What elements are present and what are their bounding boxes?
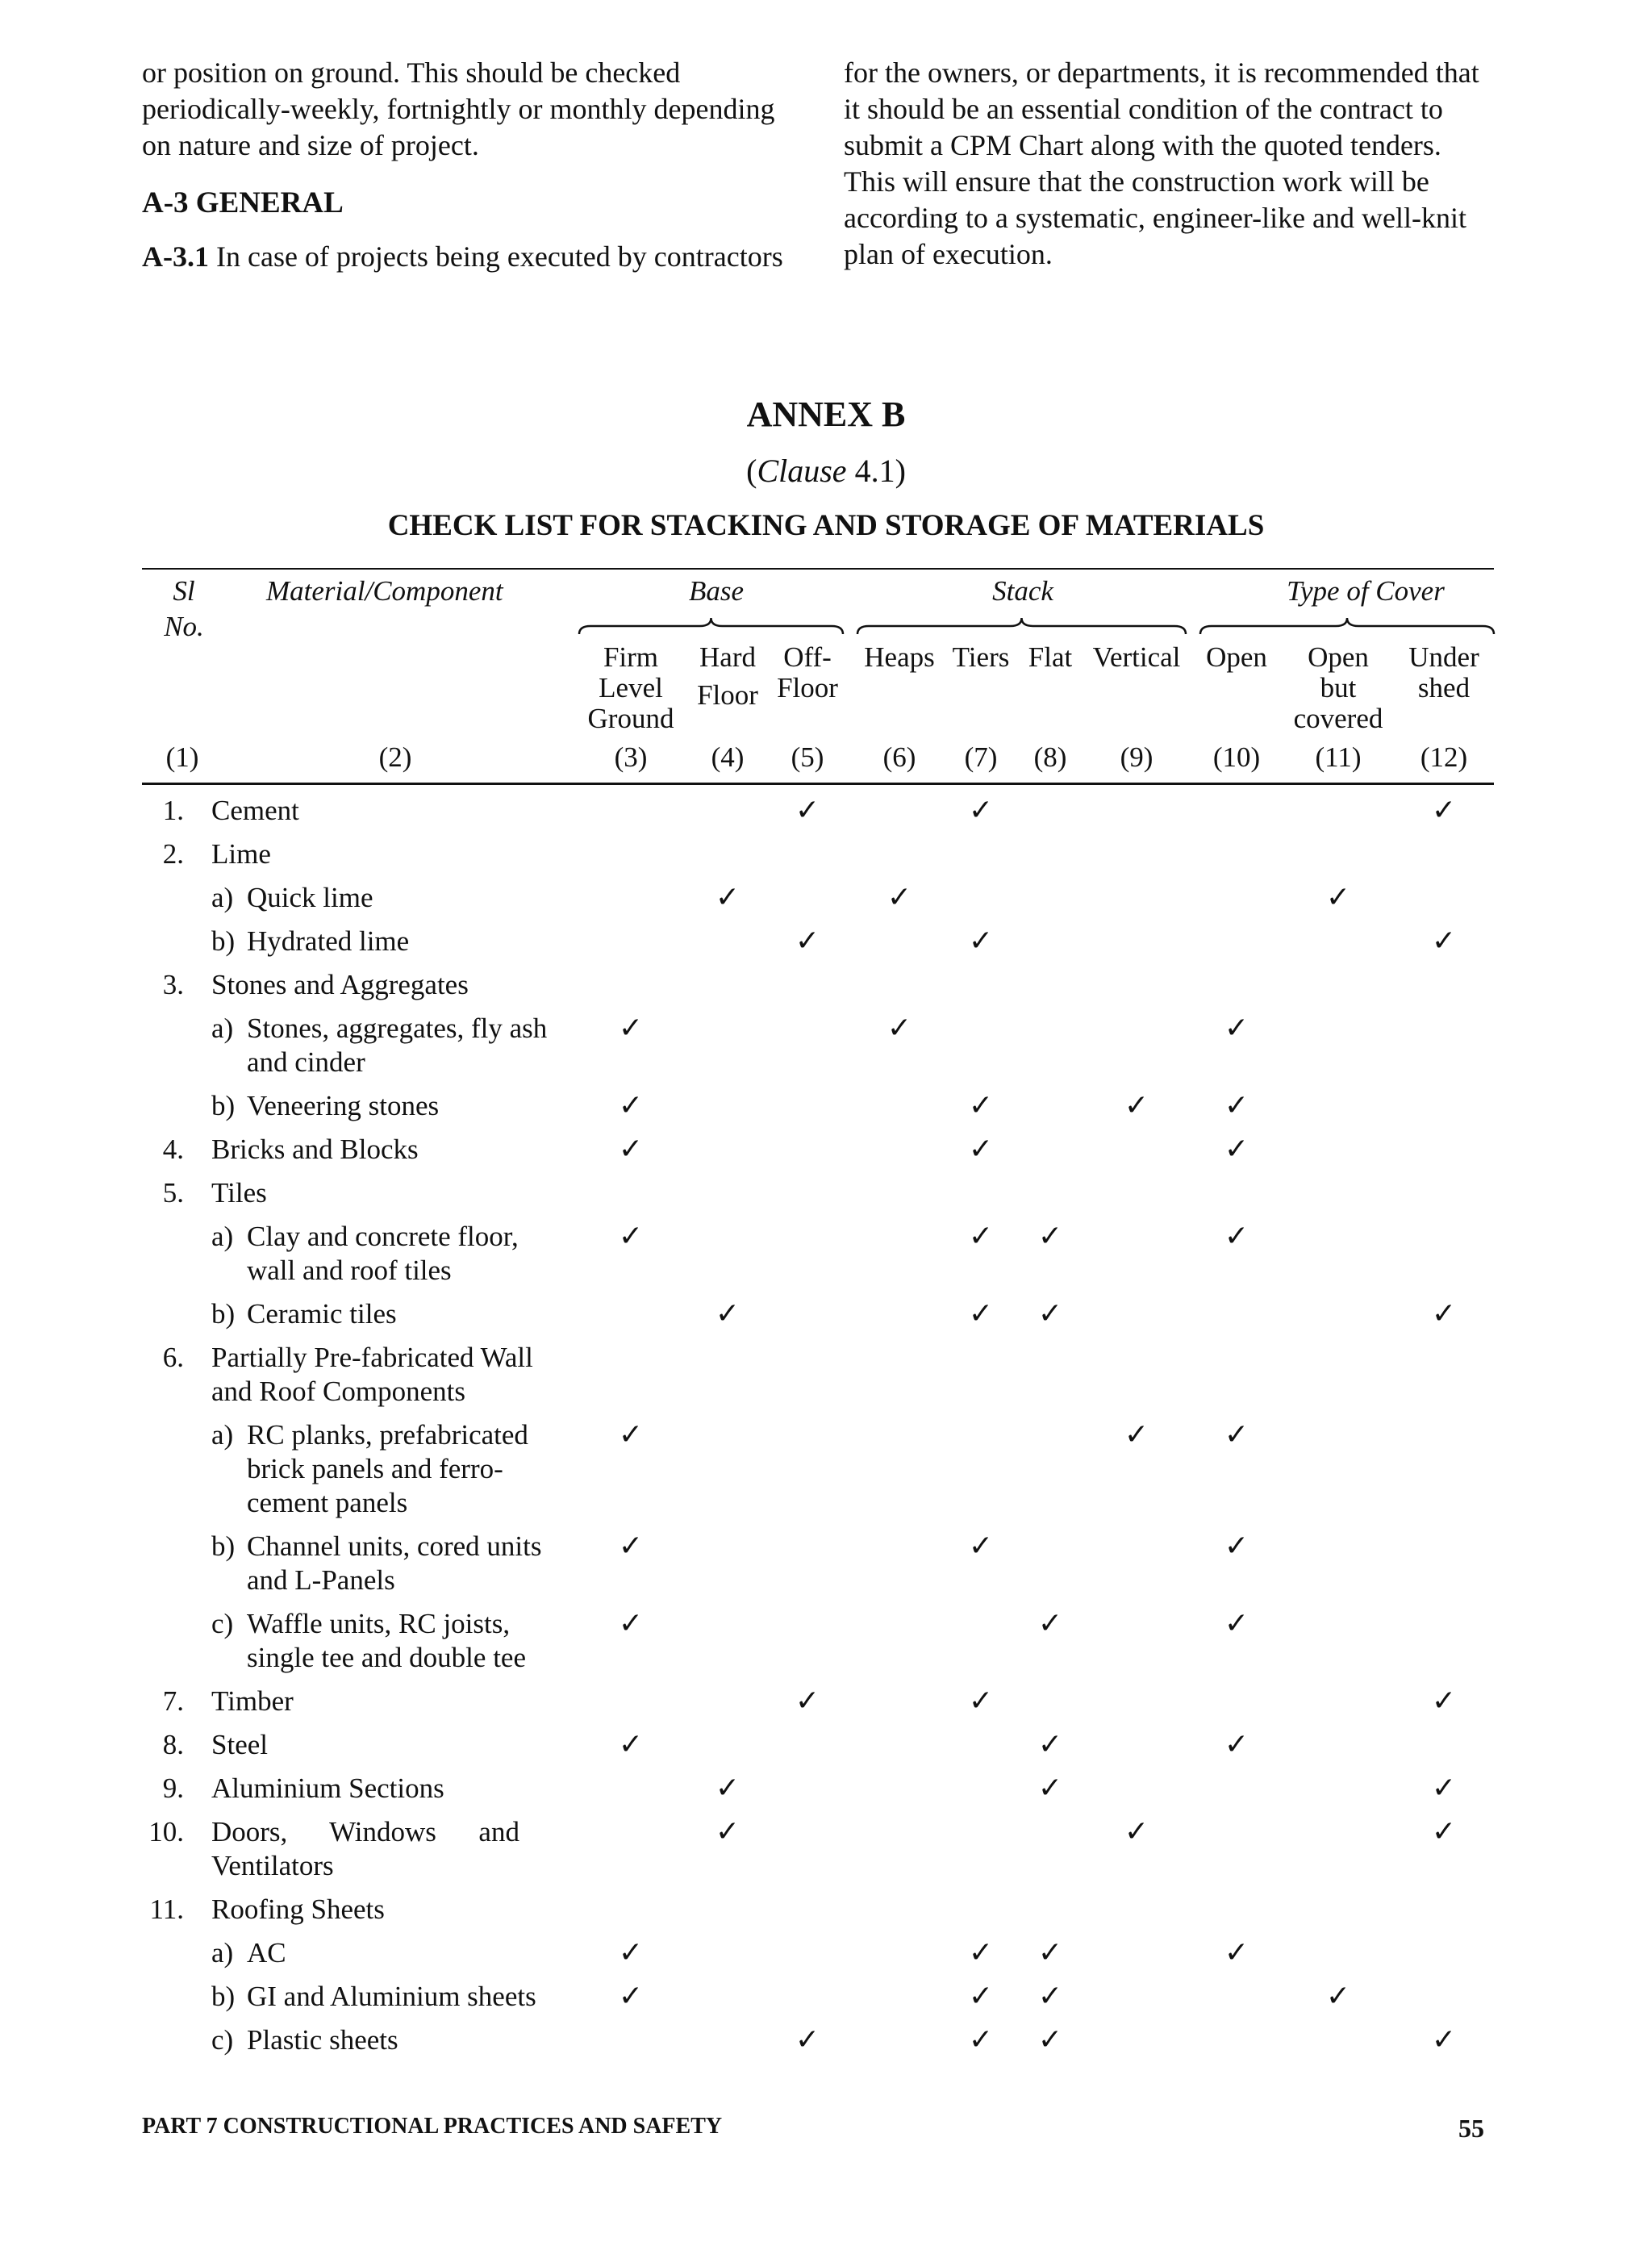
row-number: 5. xyxy=(162,1177,184,1209)
check-mark-icon: ✓ xyxy=(968,1936,994,1968)
column-number: (5) xyxy=(791,741,824,773)
subheader-text: Open xyxy=(1308,641,1369,673)
check-mark-icon: ✓ xyxy=(968,1530,994,1562)
right-line: submit a CPM Chart along with the quoted tenders. xyxy=(844,129,1441,161)
check-mark-icon: ✓ xyxy=(1037,1607,1063,1639)
subheader-text: Flat xyxy=(1028,641,1073,673)
check-mark-icon: ✓ xyxy=(1224,1728,1249,1760)
row-sub-label: c) xyxy=(211,2024,234,2056)
left-line: periodically-weekly, fortnightly or monthly depending xyxy=(142,93,775,125)
row-material-text: Doors, Windows and xyxy=(211,1816,519,1847)
row-material-text: brick panels and ferro- xyxy=(247,1453,503,1484)
annex-title: ANNEX B xyxy=(746,395,906,434)
row-material-text: Timber xyxy=(211,1685,294,1717)
right-line: according to a systematic, engineer-like and well-knit xyxy=(844,202,1466,234)
check-mark-icon: ✓ xyxy=(968,1297,994,1330)
row-sub-label: a) xyxy=(211,882,234,913)
check-mark-icon: ✓ xyxy=(968,1089,994,1121)
column-number: (2) xyxy=(378,741,412,773)
subheader-text: Firm xyxy=(603,641,659,673)
column-number: (11) xyxy=(1315,741,1362,773)
row-sub-label: b) xyxy=(211,925,236,957)
check-mark-icon: ✓ xyxy=(715,1815,740,1847)
check-mark-icon: ✓ xyxy=(1037,1980,1063,2012)
row-material-text: wall and roof tiles xyxy=(247,1255,452,1286)
check-mark-icon: ✓ xyxy=(968,925,994,957)
check-mark-icon: ✓ xyxy=(1224,1012,1249,1044)
check-mark-icon: ✓ xyxy=(1124,1089,1149,1121)
check-mark-icon: ✓ xyxy=(1224,1089,1249,1121)
clause-text: In case of projects being executed by contractors xyxy=(209,240,783,273)
subheader-text: Off- xyxy=(783,641,832,673)
check-mark-icon: ✓ xyxy=(618,1012,644,1044)
check-mark-icon: ✓ xyxy=(618,1607,644,1639)
check-mark-icon: ✓ xyxy=(1037,1297,1063,1330)
row-material-text: Hydrated lime xyxy=(247,925,410,957)
subheader-text: Heaps xyxy=(864,641,935,673)
check-mark-icon: ✓ xyxy=(1431,1297,1457,1330)
row-number: 9. xyxy=(162,1772,184,1804)
row-sub-label: b) xyxy=(211,1530,236,1562)
check-mark-icon: ✓ xyxy=(968,1980,994,2012)
row-material-text: cement panels xyxy=(247,1487,408,1518)
row-material-text: and cinder xyxy=(247,1046,365,1078)
row-material-text: Aluminium Sections xyxy=(211,1772,444,1804)
header-no: No. xyxy=(164,611,204,642)
row-sub-label: b) xyxy=(211,1981,236,2012)
row-material-text: single tee and double tee xyxy=(247,1642,526,1673)
row-material-text: Ceramic tiles xyxy=(247,1298,397,1330)
subheader-text: covered xyxy=(1293,703,1383,734)
section-heading: A-3 GENERAL xyxy=(142,186,344,219)
base-brace xyxy=(579,618,843,634)
check-mark-icon: ✓ xyxy=(1224,1220,1249,1252)
check-mark-icon: ✓ xyxy=(618,1089,644,1121)
check-mark-icon: ✓ xyxy=(618,1980,644,2012)
footer-part-title: PART 7 CONSTRUCTIONAL PRACTICES AND SAFETY xyxy=(142,2114,723,2139)
right-line: plan of execution. xyxy=(844,238,1053,270)
row-number: 2. xyxy=(162,838,184,870)
check-mark-icon: ✓ xyxy=(795,925,820,957)
row-sub-label: b) xyxy=(211,1090,236,1121)
subheader-text: Tiers xyxy=(952,641,1010,673)
row-material-text: Lime xyxy=(211,838,271,870)
check-mark-icon: ✓ xyxy=(1037,2023,1063,2056)
check-mark-icon: ✓ xyxy=(618,1530,644,1562)
row-sub-label: a) xyxy=(211,1012,234,1044)
column-number: (4) xyxy=(711,741,745,773)
check-mark-icon: ✓ xyxy=(968,1133,994,1165)
check-mark-icon: ✓ xyxy=(1224,1607,1249,1639)
row-material-text: and L-Panels xyxy=(247,1564,395,1596)
row-material-text: Veneering stones xyxy=(247,1090,440,1121)
clause-num: 4.1 xyxy=(846,453,895,489)
header-type-of-cover: Type of Cover xyxy=(1287,575,1445,607)
check-mark-icon: ✓ xyxy=(968,794,994,826)
stack-brace xyxy=(857,618,1186,634)
check-mark-icon: ✓ xyxy=(715,1772,740,1804)
check-mark-icon: ✓ xyxy=(715,1297,740,1330)
subheader-text: Ground xyxy=(587,703,674,734)
row-number: 1. xyxy=(162,795,184,826)
annex-clause: (Clause 4.1) xyxy=(746,453,906,489)
subheader-text: Floor xyxy=(697,679,758,711)
check-mark-icon: ✓ xyxy=(1431,1685,1457,1717)
row-material-text: AC xyxy=(247,1937,286,1968)
header-material: Material/Component xyxy=(266,575,503,607)
right-line: for the owners, or departments, it is recommended that xyxy=(844,56,1479,89)
check-mark-icon: ✓ xyxy=(886,1012,912,1044)
row-material-text: Ventilators xyxy=(211,1850,334,1881)
column-number: (6) xyxy=(882,741,916,773)
header-stack: Stack xyxy=(992,575,1053,607)
header-sl: Sl xyxy=(173,575,195,607)
row-material-text: GI and Aluminium sheets xyxy=(247,1981,536,2012)
row-material-text: Waffle units, RC joists, xyxy=(247,1608,511,1639)
row-material-text: Plastic sheets xyxy=(247,2024,398,2056)
check-mark-icon: ✓ xyxy=(618,1220,644,1252)
header-base: Base xyxy=(688,575,745,607)
subheader-text: Floor xyxy=(777,672,838,703)
column-number: (10) xyxy=(1212,741,1261,773)
row-material-text: Clay and concrete floor, xyxy=(247,1221,519,1252)
row-number: 4. xyxy=(162,1134,184,1165)
check-mark-icon: ✓ xyxy=(1325,1980,1351,2012)
check-mark-icon: ✓ xyxy=(1037,1772,1063,1804)
check-mark-icon: ✓ xyxy=(1037,1936,1063,1968)
row-material-text: Channel units, cored units xyxy=(247,1530,542,1562)
subheader-text: shed xyxy=(1417,672,1471,703)
row-sub-label: a) xyxy=(211,1419,234,1451)
check-mark-icon: ✓ xyxy=(1037,1220,1063,1252)
row-material-text: RC planks, prefabricated xyxy=(247,1419,528,1451)
check-mark-icon: ✓ xyxy=(618,1728,644,1760)
subheader-text: Level xyxy=(599,672,663,703)
check-mark-icon: ✓ xyxy=(1431,1815,1457,1847)
cover-brace xyxy=(1200,618,1494,634)
check-mark-icon: ✓ xyxy=(1325,881,1351,913)
row-number: 11. xyxy=(149,1893,184,1925)
right-line: This will ensure that the construction work will be xyxy=(844,165,1429,198)
row-material-text: Tiles xyxy=(211,1177,267,1209)
row-number: 8. xyxy=(162,1729,184,1760)
row-material-text: Cement xyxy=(211,795,299,826)
column-number: (8) xyxy=(1033,741,1067,773)
check-mark-icon: ✓ xyxy=(715,881,740,913)
check-mark-icon: ✓ xyxy=(1431,925,1457,957)
row-number: 3. xyxy=(162,969,184,1000)
check-mark-icon: ✓ xyxy=(618,1133,644,1165)
check-mark-icon: ✓ xyxy=(1037,1728,1063,1760)
row-material-text: Roofing Sheets xyxy=(211,1893,385,1925)
clause-word: Clause xyxy=(757,453,847,489)
row-material-text: Steel xyxy=(211,1729,268,1760)
row-number: 10. xyxy=(148,1816,184,1847)
row-sub-label: b) xyxy=(211,1298,236,1330)
clause-number: A-3.1 xyxy=(142,240,209,273)
row-material-text: Stones and Aggregates xyxy=(211,969,469,1000)
column-number: (12) xyxy=(1420,741,1468,773)
check-mark-icon: ✓ xyxy=(1124,1418,1149,1451)
check-mark-icon: ✓ xyxy=(795,1685,820,1717)
row-number: 6. xyxy=(162,1342,184,1373)
checklist-heading: CHECK LIST FOR STACKING AND STORAGE OF MATERIALS xyxy=(387,509,1265,542)
subheader-text: but xyxy=(1320,672,1357,703)
check-mark-icon: ✓ xyxy=(1431,1772,1457,1804)
row-material-text: Bricks and Blocks xyxy=(211,1134,419,1165)
subheader-text: Hard xyxy=(699,641,756,673)
check-mark-icon: ✓ xyxy=(968,1220,994,1252)
check-mark-icon: ✓ xyxy=(1224,1133,1249,1165)
row-material-text: Stones, aggregates, fly ash xyxy=(247,1012,548,1044)
column-number: (3) xyxy=(614,741,648,773)
left-line: on nature and size of project. xyxy=(142,129,479,161)
check-mark-icon: ✓ xyxy=(1224,1530,1249,1562)
right-line: it should be an essential condition of the contract to xyxy=(844,93,1443,125)
row-sub-label: a) xyxy=(211,1937,234,1968)
check-mark-icon: ✓ xyxy=(968,1685,994,1717)
column-number: (1) xyxy=(165,741,199,773)
check-mark-icon: ✓ xyxy=(968,2023,994,2056)
row-sub-label: c) xyxy=(211,1608,234,1639)
subheader-text: Open xyxy=(1206,641,1267,673)
check-mark-icon: ✓ xyxy=(886,881,912,913)
column-number: (9) xyxy=(1120,741,1153,773)
subheader-text: Vertical xyxy=(1092,641,1181,673)
check-mark-icon: ✓ xyxy=(1124,1815,1149,1847)
check-mark-icon: ✓ xyxy=(618,1936,644,1968)
row-material-text: and Roof Components xyxy=(211,1376,465,1407)
check-mark-icon: ✓ xyxy=(1431,794,1457,826)
check-mark-icon: ✓ xyxy=(1224,1936,1249,1968)
row-number: 7. xyxy=(162,1685,184,1717)
left-line: or position on ground. This should be checked xyxy=(142,56,681,89)
row-material-text: Partially Pre-fabricated Wall xyxy=(211,1342,533,1373)
check-mark-icon: ✓ xyxy=(1431,2023,1457,2056)
row-material-text: Quick lime xyxy=(247,882,373,913)
check-mark-icon: ✓ xyxy=(795,2023,820,2056)
check-mark-icon: ✓ xyxy=(618,1418,644,1451)
column-number: (7) xyxy=(964,741,998,773)
row-sub-label: a) xyxy=(211,1221,234,1252)
check-mark-icon: ✓ xyxy=(795,794,820,826)
page-number: 55 xyxy=(1458,2114,1484,2143)
check-mark-icon: ✓ xyxy=(1224,1418,1249,1451)
subheader-text: Under xyxy=(1408,641,1479,673)
